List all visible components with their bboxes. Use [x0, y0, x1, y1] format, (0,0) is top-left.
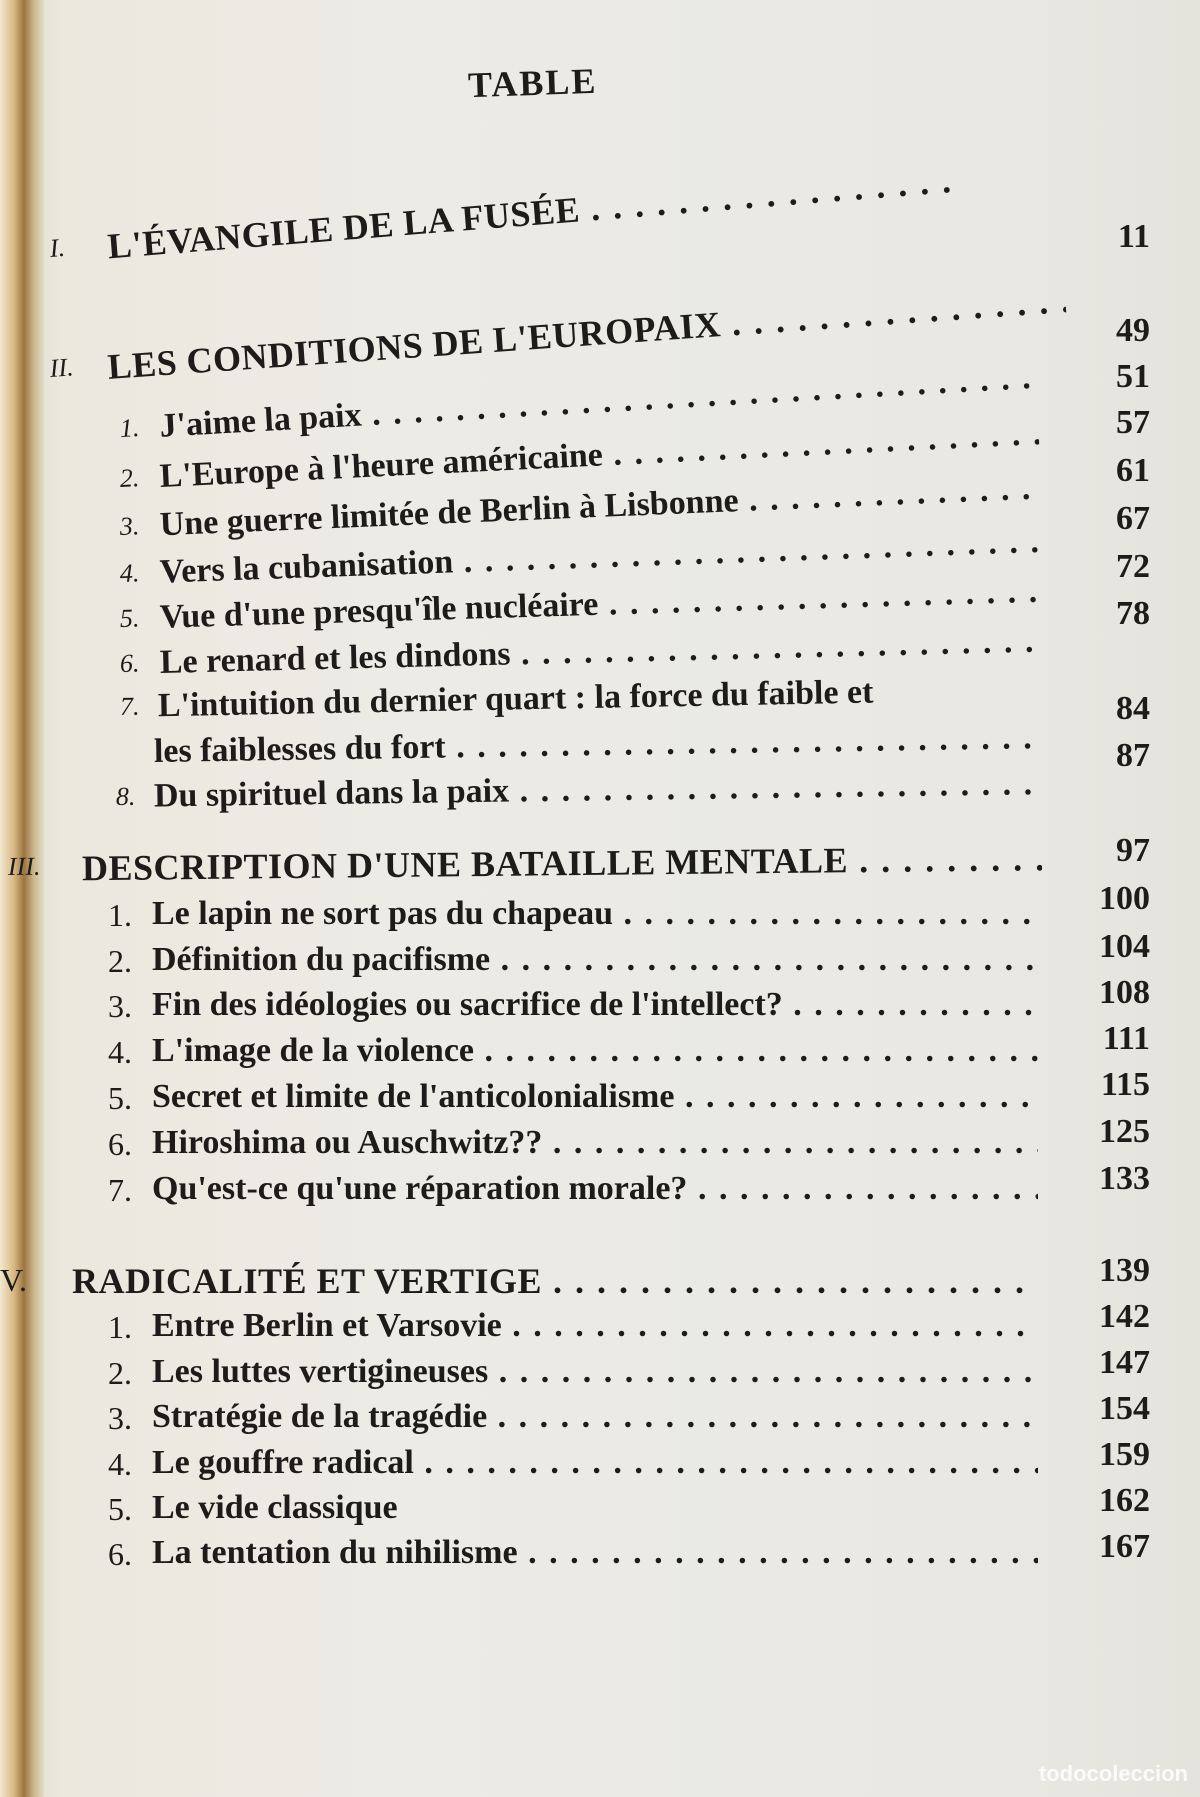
item-page-row: [1060, 737, 1160, 783]
list-item: [108, 1307, 1038, 1353]
item-number: 5.: [119, 603, 140, 633]
item-title: Le lapin ne sort pas du chapeau . . .: [152, 895, 1038, 933]
item-number: 4.: [119, 558, 140, 588]
item-title: Hiroshima ou Auschwitz?? . . .: [152, 1124, 1038, 1162]
item-page-row: [1060, 404, 1160, 450]
page-number: 97: [1116, 832, 1150, 869]
item-number: 5.: [108, 1080, 132, 1116]
list-item: [108, 1444, 1038, 1490]
chapter-title: DESCRIPTION D'UNE BATAILLE MENTALE . . .: [82, 837, 1042, 889]
item-page-row: [1060, 1113, 1160, 1159]
item-page-row: [1060, 1344, 1160, 1390]
chapter-title: RADICALITÉ ET VERTIGE . . .: [72, 1260, 1038, 1302]
chapter-page-row: [1060, 832, 1160, 878]
list-item: [108, 895, 1038, 941]
item-number: 5.: [108, 1491, 132, 1527]
item-page-row: [1060, 880, 1160, 926]
item-number: 4.: [108, 1034, 132, 1070]
item-title: Stratégie de la tragédie . . .: [152, 1398, 1038, 1436]
item-title: Vue d'une presqu'île nucléaire . . .: [159, 573, 1040, 637]
item-page-row: [1060, 1020, 1160, 1066]
page-number: 84: [1116, 690, 1150, 727]
item-title: Une guerre limitée de Berlin à Lisbonne . . .: [159, 469, 1040, 544]
list-item: [108, 1353, 1038, 1399]
item-title: L'Europe à l'heure américaine . . .: [159, 415, 1040, 496]
page-number: 78: [1116, 595, 1150, 632]
page-number: 159: [1099, 1436, 1150, 1473]
item-title: L'image de la violence . . .: [152, 1032, 1038, 1070]
page-number: 61: [1116, 452, 1150, 489]
book-spine: [0, 0, 44, 1797]
item-title: Le vide classique: [152, 1489, 398, 1526]
item-page-row: [1060, 358, 1160, 404]
list-item: [108, 1489, 1038, 1535]
item-number: 1.: [118, 412, 141, 443]
page-number: 111: [1102, 1020, 1150, 1057]
list-item: [108, 1170, 1038, 1216]
item-number: 8.: [115, 781, 136, 811]
watermark-logo: todocoleccion: [1038, 1761, 1188, 1786]
item-number: 7.: [108, 1172, 132, 1208]
list-item: [108, 986, 1038, 1032]
chapter-page-row: [1060, 218, 1160, 264]
list-item: [108, 941, 1038, 987]
chapter-number: III.: [7, 851, 41, 881]
page-number: 154: [1099, 1390, 1150, 1427]
page-number: 147: [1099, 1344, 1150, 1381]
item-title: L'intuition du dernier quart : la force du faible et: [157, 673, 874, 725]
chapter-title: L'ÉVANGILE DE LA FUSÉE . . .: [106, 158, 967, 267]
list-item: [108, 1124, 1038, 1170]
page-number: 67: [1116, 500, 1150, 537]
page-title: TABLE: [467, 60, 599, 106]
item-title: Secret et limite de l'anticolonialisme . . .: [152, 1078, 1038, 1116]
item-number: 7.: [119, 691, 140, 721]
item-page-row: [1060, 690, 1160, 736]
item-number: 3.: [119, 511, 140, 541]
page-number: 72: [1116, 548, 1150, 585]
page-number: 11: [1117, 218, 1150, 255]
page-number: 87: [1116, 737, 1150, 774]
chapter-number: I.: [48, 232, 66, 263]
item-title: Du spirituel dans la paix . . .: [154, 765, 1034, 815]
item-page-row: [1060, 595, 1160, 641]
item-number: 2.: [108, 943, 132, 979]
item-page-row: [1060, 1436, 1160, 1482]
item-title: J'aime la paix . . .: [159, 359, 1040, 446]
page-number: 139: [1099, 1252, 1150, 1289]
item-page-row: [1060, 500, 1160, 546]
item-number: 6.: [108, 1126, 132, 1162]
chapter-page-row: [1060, 1252, 1160, 1298]
item-title-continuation: les faiblesses du fort . . .: [154, 719, 1034, 771]
item-page-row: [1060, 1066, 1160, 1112]
chapter-row: [0, 1260, 1040, 1306]
item-number: 1.: [108, 1309, 132, 1345]
item-page-row: [1060, 928, 1160, 974]
page-number: 125: [1099, 1113, 1150, 1150]
item-page-row: [1060, 1390, 1160, 1436]
page-number: 133: [1099, 1160, 1150, 1197]
item-number: 3.: [108, 1400, 132, 1436]
page-number: 51: [1116, 358, 1150, 395]
page-number: 108: [1099, 974, 1150, 1011]
item-page-row: [1060, 974, 1160, 1020]
page-number: 167: [1099, 1528, 1150, 1565]
chapter-number: V.: [0, 1262, 27, 1298]
item-number: 6.: [108, 1536, 132, 1572]
chapter-page-row: [1060, 312, 1160, 358]
item-title: Entre Berlin et Varsovie . . .: [152, 1307, 1038, 1345]
item-title: Fin des idéologies ou sacrifice de l'intellect? . . .: [152, 986, 1038, 1024]
page-number: 115: [1100, 1066, 1150, 1103]
item-page-row: [1060, 1528, 1160, 1574]
list-item: [108, 1398, 1038, 1444]
item-page-row: [1060, 548, 1160, 594]
chapter-title: LES CONDITIONS DE L'EUROPAIX . . .: [106, 279, 1067, 388]
item-number: 2.: [108, 1355, 132, 1391]
item-page-row: [1060, 452, 1160, 498]
item-title: Le gouffre radical . . .: [152, 1444, 1038, 1482]
page-number: 57: [1116, 404, 1150, 441]
item-title: Le renard et les dindons . . .: [159, 623, 1040, 682]
chapter-number: II.: [48, 352, 75, 383]
chapter-row: [8, 837, 1048, 894]
list-item: [108, 1032, 1038, 1078]
item-title: Vers la cubanisation . . .: [159, 523, 1040, 592]
item-title: Qu'est-ce qu'une réparation morale? . . .: [152, 1170, 1038, 1208]
page-number: 142: [1099, 1298, 1150, 1335]
page-number: 49: [1116, 312, 1150, 349]
list-item: [108, 1534, 1038, 1580]
item-title: La tentation du nihilisme . . .: [152, 1534, 1038, 1572]
item-title: Définition du pacifisme . . .: [152, 941, 1038, 979]
item-number: 4.: [108, 1446, 132, 1482]
list-item: [108, 1078, 1038, 1124]
item-number: 2.: [119, 463, 140, 493]
chapter-row: [48, 143, 1158, 276]
page-number: 100: [1099, 880, 1150, 917]
item-page-row: [1060, 1482, 1160, 1528]
item-title: Les luttes vertigineuses . . .: [152, 1353, 1038, 1391]
item-number: 6.: [119, 648, 140, 678]
item-page-row: [1060, 1160, 1160, 1206]
item-number: 3.: [108, 988, 132, 1024]
item-page-row: [1060, 1298, 1160, 1344]
page-number: 162: [1099, 1482, 1150, 1519]
item-number: 1.: [108, 897, 132, 933]
page-number: 104: [1099, 928, 1150, 965]
